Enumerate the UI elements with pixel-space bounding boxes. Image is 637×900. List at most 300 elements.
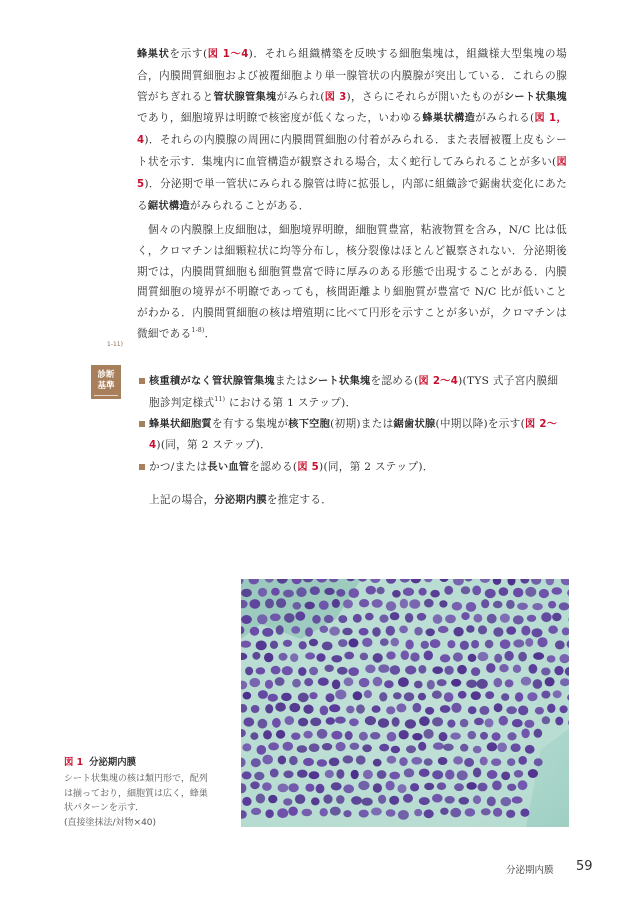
cell-nucleus	[332, 680, 340, 690]
term-serrated-structure: 鋸状構造	[147, 200, 190, 212]
cell-nucleus	[265, 809, 273, 818]
cell-nucleus	[320, 706, 329, 716]
square-bullet-icon	[139, 464, 145, 470]
cell-nucleus	[256, 794, 265, 804]
cell-nucleus	[511, 743, 521, 752]
cell-nucleus	[405, 640, 413, 650]
cell-nucleus	[424, 758, 433, 766]
cell-nucleus	[439, 732, 448, 741]
cell-nucleus	[527, 615, 536, 622]
cell-nucleus	[517, 603, 528, 610]
cell-nucleus	[278, 784, 289, 793]
cell-nucleus	[293, 602, 302, 610]
cell-nucleus	[303, 758, 314, 766]
figure-title: 分泌期内膜	[89, 757, 137, 768]
cell-nucleus	[399, 730, 409, 739]
cell-nucleus	[309, 743, 320, 752]
cell-nucleus	[351, 796, 362, 805]
cell-nucleus	[360, 653, 368, 661]
cell-nucleus	[279, 653, 288, 661]
cell-nucleus	[365, 613, 374, 621]
cell-nucleus	[262, 782, 272, 790]
cell-nucleus	[326, 717, 335, 724]
cell-nucleus	[338, 615, 347, 623]
cell-nucleus	[270, 614, 281, 622]
cell-nucleus	[398, 810, 409, 820]
cell-nucleus	[541, 691, 550, 699]
cell-nucleus	[492, 732, 501, 741]
cell-nucleus	[404, 768, 415, 777]
cell-nucleus	[454, 627, 464, 637]
cell-nucleus	[471, 640, 479, 649]
cell-nucleus	[525, 745, 535, 754]
cell-nucleus	[372, 705, 381, 712]
cell-nucleus	[485, 691, 494, 699]
cell-nucleus	[424, 809, 434, 818]
cell-nucleus	[378, 795, 386, 804]
badge-line-2: 基準	[97, 381, 115, 391]
cell-nucleus	[366, 586, 376, 595]
cell-nucleus	[410, 783, 419, 791]
cell-nucleus	[332, 599, 340, 608]
cell-nucleus	[319, 601, 329, 610]
cell-nucleus	[326, 693, 335, 702]
cell-nucleus	[373, 677, 383, 687]
cell-nucleus	[518, 780, 528, 790]
cell-nucleus	[386, 601, 396, 611]
cell-nucleus	[473, 746, 482, 754]
cell-nucleus	[500, 614, 510, 623]
cell-nucleus	[507, 784, 516, 791]
cell-nucleus	[493, 808, 502, 817]
cell-nucleus	[460, 719, 469, 727]
cell-nucleus	[389, 772, 400, 780]
cell-nucleus	[418, 665, 426, 674]
cell-nucleus	[400, 599, 408, 609]
cell-nucleus	[288, 807, 298, 816]
cell-nucleus	[359, 678, 370, 687]
figure-ref[interactable]: 図 5	[297, 462, 320, 474]
cell-nucleus	[318, 678, 329, 686]
cell-nucleus	[401, 650, 409, 660]
text-run: を認める(	[249, 461, 298, 474]
text-run: ．	[204, 327, 216, 340]
cell-nucleus	[250, 732, 258, 740]
figure-ref[interactable]: 図 1，4	[137, 113, 567, 147]
cell-nucleus	[479, 706, 489, 715]
cell-nucleus	[349, 638, 359, 647]
cell-nucleus	[480, 732, 488, 740]
cell-nucleus	[398, 784, 407, 793]
cell-nucleus	[364, 690, 372, 698]
cell-nucleus	[430, 590, 440, 598]
cell-nucleus	[342, 628, 352, 635]
cell-nucleus	[242, 743, 251, 751]
cell-nucleus	[427, 680, 435, 690]
cell-nucleus	[533, 679, 543, 689]
caption-line: (直接塗抹法/対物×40)	[64, 817, 157, 828]
cell-nucleus	[258, 690, 268, 699]
cell-nucleus	[451, 679, 461, 687]
cell-nucleus	[335, 717, 346, 724]
cell-nucleus	[359, 599, 369, 607]
cell-nucleus	[547, 704, 555, 713]
badge-citation: 1-11)	[107, 341, 123, 348]
cell-nucleus	[532, 603, 543, 610]
cell-nucleus	[411, 757, 422, 765]
cell-nucleus	[457, 770, 468, 780]
cell-nucleus	[372, 599, 383, 608]
cell-nucleus	[291, 733, 300, 740]
cell-nucleus	[494, 654, 502, 663]
cell-nucleus	[468, 706, 477, 714]
cell-nucleus	[424, 729, 434, 739]
figure-ref[interactable]: 図 2〜4	[418, 376, 459, 387]
cell-nucleus	[242, 797, 251, 806]
cell-nucleus	[506, 600, 515, 609]
text-run: )(同，第 2 ステップ)．	[156, 439, 272, 452]
cell-nucleus	[507, 732, 516, 740]
cell-nucleus	[405, 719, 416, 728]
cell-nucleus	[419, 588, 427, 596]
cell-nucleus	[524, 720, 534, 728]
cell-nucleus	[390, 665, 400, 675]
cell-nucleus	[447, 640, 455, 648]
cell-nucleus	[256, 667, 266, 674]
criteria-item	[137, 414, 567, 458]
cell-nucleus	[404, 692, 414, 701]
criteria-conclusion	[137, 490, 567, 512]
cell-nucleus	[309, 639, 318, 646]
cell-nucleus	[552, 587, 563, 594]
cell-nucleus	[505, 679, 514, 687]
cell-nucleus	[264, 653, 273, 663]
cell-nucleus	[329, 758, 340, 767]
cell-nucleus	[390, 612, 400, 620]
cell-nucleus	[337, 667, 348, 675]
cell-nucleus	[447, 720, 455, 728]
cell-nucleus	[393, 692, 402, 699]
cell-nucleus	[391, 746, 400, 753]
caption-line: シート状集塊の核は類円形で，配列	[64, 774, 208, 784]
cell-nucleus	[362, 638, 372, 647]
cell-nucleus	[268, 742, 279, 750]
cell-nucleus	[513, 615, 524, 624]
cell-nucleus	[478, 652, 489, 661]
cell-nucleus	[506, 706, 517, 714]
cell-nucleus	[492, 781, 502, 791]
cell-nucleus	[356, 755, 366, 764]
cell-nucleus	[377, 587, 385, 595]
cell-nucleus	[344, 652, 354, 660]
cell-nucleus	[331, 655, 342, 662]
body-paragraph-2	[137, 220, 567, 345]
cell-nucleus	[305, 652, 315, 659]
cell-nucleus	[501, 772, 510, 781]
cell-nucleus	[303, 731, 312, 739]
cell-nucleus	[299, 641, 307, 649]
figure-number: 図 1	[64, 757, 84, 768]
text-run: かつ/または	[149, 461, 208, 474]
figure-ref[interactable]: 図 5	[137, 156, 567, 190]
cell-nucleus	[414, 809, 422, 816]
cell-nucleus	[242, 771, 252, 779]
cell-nucleus	[453, 756, 463, 764]
term: 鋸歯状腺	[393, 418, 436, 430]
term: 蜂巣状細胞質	[149, 418, 212, 430]
cell-nucleus	[292, 679, 301, 688]
cell-nucleus	[317, 729, 328, 739]
text-run: )．それらの内膜腺の周囲に内膜間質細胞の付着がみられる．また表層被覆上皮もシート状を示す．集塊内に血管構造が観察される場合，太く蛇行してみられることが多い(	[137, 134, 567, 168]
cell-nucleus	[433, 614, 443, 624]
cell-nucleus	[396, 703, 406, 712]
cell-nucleus	[443, 744, 454, 751]
cell-nucleus	[310, 586, 320, 595]
cell-nucleus	[241, 589, 252, 597]
cell-nucleus	[541, 668, 550, 676]
cell-nucleus	[501, 693, 509, 701]
cell-nucleus	[430, 639, 441, 648]
cell-nucleus	[329, 704, 340, 712]
cell-nucleus	[250, 599, 261, 609]
cell-nucleus	[454, 783, 464, 791]
cell-nucleus	[485, 640, 494, 649]
cell-nucleus	[384, 680, 394, 688]
cell-nucleus	[555, 640, 565, 649]
text-run: であり，細胞境界は明瞭で核密度が低くなった，いわゆる	[137, 112, 423, 125]
cell-nucleus	[296, 587, 306, 597]
cell-nucleus	[466, 782, 476, 790]
cell-nucleus	[323, 794, 332, 803]
cell-nucleus	[336, 769, 344, 778]
term-sheet-cluster: シート状集塊	[503, 91, 567, 103]
cell-nucleus	[421, 641, 429, 649]
cell-nucleus	[298, 718, 308, 727]
figure-ref[interactable]: 図 1〜4	[207, 49, 249, 60]
cell-nucleus	[343, 784, 354, 793]
cell-nucleus	[520, 809, 529, 817]
micrograph-image	[241, 579, 569, 827]
text-run: 上記の場合，	[149, 493, 215, 506]
cell-nucleus	[507, 758, 515, 766]
cell-nucleus	[283, 590, 294, 598]
cell-nucleus	[349, 718, 359, 726]
cell-nucleus	[365, 665, 375, 674]
cell-nucleus	[497, 743, 507, 753]
cell-nucleus	[464, 758, 474, 767]
cell-nucleus	[386, 781, 395, 791]
cell-nucleus	[413, 703, 422, 713]
cell-nucleus	[560, 705, 568, 713]
cell-nucleus	[444, 666, 453, 675]
cell-nucleus	[403, 588, 414, 596]
cell-nucleus	[432, 794, 443, 803]
cell-nucleus	[541, 612, 551, 622]
cell-nucleus	[265, 704, 273, 713]
cell-nucleus	[343, 599, 353, 608]
cell-nucleus	[258, 588, 267, 597]
cell-nucleus	[412, 733, 422, 740]
criteria-item	[137, 457, 567, 479]
page-number: 59	[576, 859, 593, 874]
cell-nucleus	[325, 770, 334, 778]
text-run: )．それら組織構築を反映する細胞集塊は，組織様大型集塊の場合，内膜間質細胞および被覆細胞より単一腺管状の内膜腺が突出している．これらの腺管がちぎれると	[137, 48, 567, 103]
cell-nucleus	[268, 694, 278, 702]
cell-nucleus	[548, 626, 558, 634]
cell-nucleus	[263, 730, 272, 739]
cell-nucleus	[285, 716, 295, 725]
cell-nucleus	[438, 626, 449, 633]
cell-nucleus	[521, 729, 529, 739]
cell-nucleus	[309, 692, 317, 699]
cell-nucleus	[437, 782, 446, 790]
cell-nucleus	[265, 599, 274, 609]
cell-nucleus	[466, 602, 476, 612]
cell-nucleus	[485, 589, 496, 598]
cell-nucleus	[405, 613, 413, 623]
cell-nucleus	[450, 808, 461, 818]
cell-nucleus	[487, 770, 498, 779]
cell-nucleus	[409, 599, 420, 609]
text-run: )．分泌期で単一管状にみられる腺管は時に拡張し，内部に組織診で鋸歯状変化にあたる	[137, 177, 567, 212]
cell-nucleus	[547, 655, 556, 662]
cell-nucleus	[444, 692, 454, 702]
cell-nucleus	[553, 690, 562, 698]
cell-nucleus	[289, 756, 298, 765]
cell-nucleus	[317, 759, 327, 767]
text-run: がみられ(	[276, 90, 325, 103]
cell-nucleus	[461, 612, 469, 620]
cell-nucleus	[468, 731, 477, 739]
figure-ref[interactable]: 図 2〜4	[149, 418, 558, 452]
cell-nucleus	[399, 626, 408, 634]
cell-nucleus	[504, 651, 513, 661]
cell-nucleus	[432, 770, 443, 779]
cell-nucleus	[481, 599, 489, 608]
cell-nucleus	[473, 795, 481, 804]
cell-nucleus	[386, 626, 395, 636]
cell-nucleus	[312, 615, 321, 624]
cell-nucleus	[528, 769, 538, 778]
cell-nucleus	[499, 716, 508, 726]
cell-nucleus	[515, 692, 523, 702]
cell-nucleus	[297, 745, 308, 752]
cell-nucleus	[331, 782, 342, 790]
term-honeycomb-structure: 蜂巣状構造	[422, 113, 476, 125]
caption-body	[64, 772, 236, 830]
cell-nucleus	[271, 588, 280, 596]
cell-nucleus	[350, 743, 360, 750]
cell-nucleus	[251, 705, 260, 713]
cell-nucleus	[487, 742, 497, 751]
cell-nucleus	[440, 654, 450, 662]
cell-nucleus	[480, 757, 488, 766]
cell-nucleus	[282, 666, 293, 675]
cell-nucleus	[365, 716, 376, 725]
cell-nucleus	[241, 615, 252, 624]
cell-nucleus	[406, 745, 416, 753]
cell-nucleus	[465, 808, 476, 816]
term: 管状腺管集塊	[211, 376, 275, 387]
cell-nucleus	[386, 651, 395, 659]
cell-nucleus	[518, 756, 527, 765]
cell-nucleus	[250, 627, 259, 636]
cell-nucleus	[262, 628, 273, 637]
text-run: における第 1 ステップ)．	[225, 396, 357, 409]
cell-nucleus	[439, 600, 447, 607]
square-bullet-icon	[139, 378, 145, 384]
cell-nucleus	[343, 755, 354, 763]
cell-nucleus	[451, 703, 461, 713]
cell-nucleus	[478, 783, 488, 792]
cell-nucleus	[386, 706, 395, 714]
cell-nucleus	[460, 744, 468, 752]
cell-nucleus	[445, 615, 456, 624]
cell-nucleus	[542, 716, 550, 724]
cell-nucleus	[513, 665, 521, 673]
cell-nucleus	[525, 587, 536, 597]
cell-nucleus	[444, 586, 453, 595]
cell-nucleus	[335, 690, 346, 700]
cell-nucleus	[359, 732, 368, 741]
cell-nucleus	[310, 718, 321, 727]
cell-nucleus	[548, 601, 556, 609]
cell-nucleus	[288, 783, 298, 792]
cell-nucleus	[493, 627, 503, 637]
cell-nucleus	[506, 626, 516, 634]
cell-nucleus	[419, 769, 430, 777]
cell-nucleus	[487, 797, 496, 807]
cell-nucleus	[501, 797, 512, 806]
cell-nucleus	[424, 651, 433, 661]
cell-nucleus	[512, 796, 523, 803]
figure-ref[interactable]: 図 3	[324, 91, 347, 103]
cell-nucleus	[370, 732, 380, 739]
cell-nucleus	[345, 731, 353, 740]
cell-nucleus	[378, 664, 389, 672]
cell-nucleus	[418, 693, 426, 701]
cell-nucleus	[377, 770, 387, 779]
figure-caption	[64, 756, 236, 830]
cell-nucleus	[534, 758, 543, 766]
cell-nucleus	[262, 755, 273, 765]
cell-nucleus	[284, 613, 295, 623]
cell-nucleus	[471, 691, 481, 700]
cell-nucleus	[424, 599, 434, 608]
cell-nucleus	[405, 666, 416, 675]
cell-nucleus	[535, 707, 544, 715]
cell-nucleus	[437, 679, 447, 686]
cell-nucleus	[324, 588, 334, 595]
cell-nucleus	[485, 718, 494, 727]
cell-nucleus	[473, 768, 481, 778]
cell-nucleus	[281, 693, 292, 701]
cell-nucleus	[257, 745, 267, 755]
cell-nucleus	[512, 719, 523, 727]
cell-nucleus	[534, 729, 543, 738]
cell-nucleus	[518, 652, 527, 662]
cell-nucleus	[336, 742, 346, 751]
cell-nucleus	[378, 718, 389, 728]
cell-nucleus	[251, 808, 261, 815]
cell-nucleus	[295, 611, 305, 620]
cell-nucleus	[243, 717, 254, 726]
cell-nucleus	[305, 602, 315, 610]
cell-nucleus	[468, 654, 477, 662]
cell-nucleus	[513, 639, 524, 647]
cell-nucleus	[389, 796, 399, 805]
cell-nucleus	[331, 731, 342, 740]
